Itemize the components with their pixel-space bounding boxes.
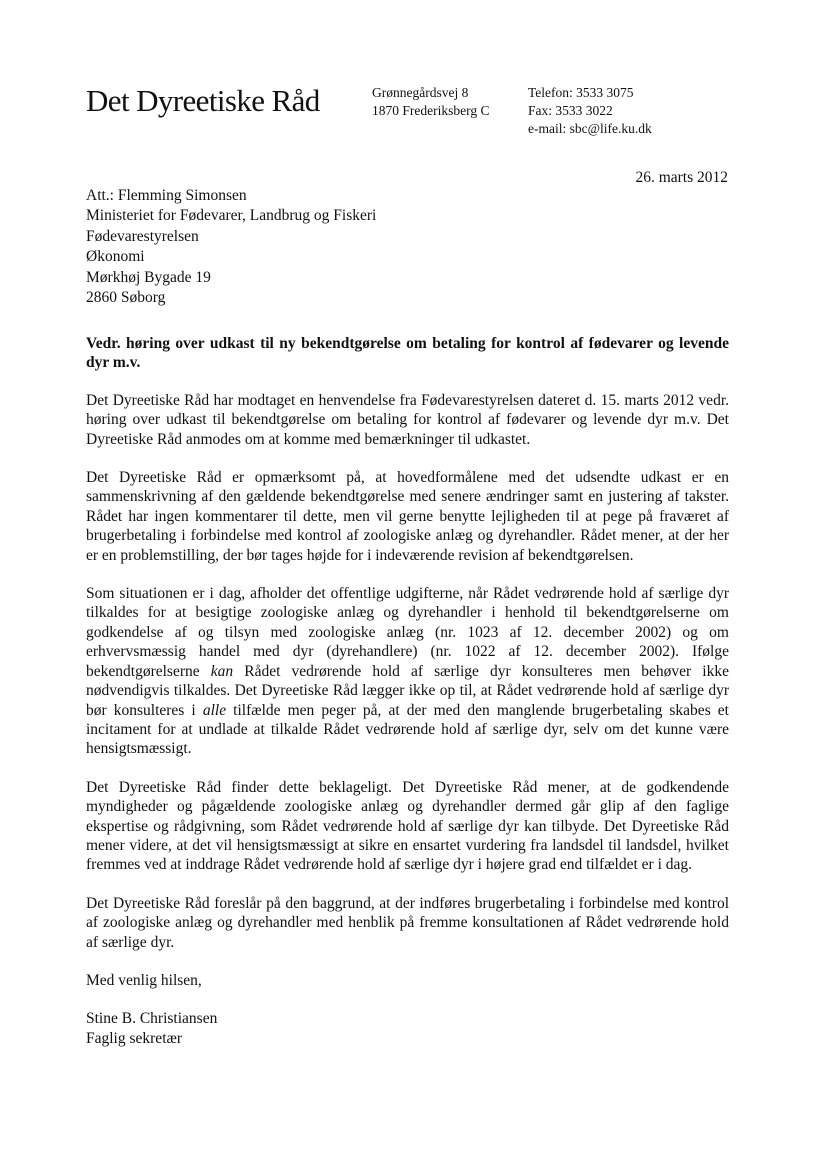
signature-name: Stine B. Christiansen [86, 1010, 218, 1028]
paragraph-3-part-a: Som situationen er i dag, afholder det offentlige udgifterne, når Rådet vedrørende hold af særlige dyr tilkaldes for at besigtige zoologiske anlæg og dyrehandler i henhold til bekendtgørelserne om godkendelse af og tilsyn med zoologiske anlæg (nr. 1023 af 12. december 2002) og om erhvervsmæssig handel med dyr (dyrehandlere) (nr. 1022 af 12. december 2002). Ifølge bekendtgørelserne [86, 585, 729, 680]
address-street: Grønnegårdsvej 8 [372, 85, 469, 100]
letter-closing: Med venlig hilsen, [86, 971, 202, 989]
recipient-ministry: Ministeriet for Fødevarer, Landbrug og Fiskeri [86, 207, 377, 225]
letter-date: 26. marts 2012 [635, 169, 728, 186]
paragraph-3-emphasis-alle: alle [202, 701, 227, 719]
contact-email: e-mail: sbc@life.ku.dk [528, 121, 652, 136]
recipient-address [86, 186, 376, 308]
paragraph-3 [86, 584, 729, 759]
letter-subject: Vedr. høring over udkast til ny bekendtgørelse om betaling for kontrol af fødevarer og levende dyr m.v. [86, 335, 729, 372]
letterhead-contact [528, 84, 652, 138]
letterhead-address [372, 84, 490, 120]
paragraph-5: Det Dyreetiske Råd foreslår på den baggrund, at der indføres brugerbetaling i forbindelse med kontrol af zoologiske anlæg og dyrehandler med henblik på fremme konsultationen af Rådet vedrørende hold af særlige dyr. [86, 894, 729, 951]
contact-phone: Telefon: 3533 3075 [528, 85, 634, 100]
contact-fax: Fax: 3533 3022 [528, 103, 613, 118]
paragraph-3-part-b: Rådet vedrørende hold af særlige dyr konsulteres men behøver ikke nødvendigvis tilkaldes. Det Dyreetiske Råd lægger ikke op til, at Rådet vedrørende hold af særlige dyr bør konsulteres i [86, 662, 729, 719]
paragraph-4: Det Dyreetiske Råd finder dette beklageligt. Det Dyreetiske Råd mener, at de godkendende myndigheder og pågældende zoologiske anlæg og dyrehandler dermed går glip af den faglige ekspertise og rådgivning, som Rådet vedrørende hold af særlige dyr kan tilbyde. Det Dyreetiske Råd mener videre, at det vil hensigtsmæssigt at sikre en ensartet vurdering fra landsdel til landsdel, hvilket fremmes ved at inddrage Rådet vedrørende hold af særlige dyr i højere grad end tilfældet er i dag. [86, 778, 729, 874]
recipient-city: 2860 Søborg [86, 289, 166, 307]
address-city: 1870 Frederiksberg C [372, 103, 490, 118]
recipient-street: Mørkhøj Bygade 19 [86, 268, 211, 286]
letter-body [86, 334, 729, 1048]
signature-block [86, 1009, 729, 1048]
recipient-att: Att.: Flemming Simonsen [86, 187, 247, 204]
signature-title: Faglig sekretær [86, 1029, 182, 1047]
recipient-department: Økonomi [86, 248, 145, 266]
paragraph-3-part-c: tilfælde men peger på, at der med den manglende brugerbetaling skabes et incitament for at undlade at tilkalde Rådet vedrørende hold af særlige dyr, selv om det kunne være hensigtsmæssigt. [86, 701, 729, 758]
paragraph-1: Det Dyreetiske Råd har modtaget en henvendelse fra Fødevarestyrelsen dateret d. 15. marts 2012 vedr. høring over udkast til bekendtgørelse om betaling for kontrol af fødevarer og levende dyr m.v. Det Dyreetiske Råd anmodes om at komme med bemærkninger til udkastet. [86, 391, 729, 448]
paragraph-2: Det Dyreetiske Råd er opmærksomt på, at hovedformålene med det udsendte udkast er en sammenskrivning af den gældende bekendtgørelse med senere ændringer samt en justering af takster. Rådet har ingen kommentarer til dette, men vil gerne benytte lejligheden til at pege på fraværet af brugerbetaling i forbindelse med kontrol af zoologiske anlæg og dyrehandler. Rådet mener, at der her er en problemstilling, der bør tages højde for i indeværende revision af bekendtgørelsen. [86, 469, 729, 564]
recipient-agency: Fødevarestyrelsen [86, 227, 199, 245]
paragraph-3-emphasis-kan: kan [210, 662, 234, 680]
letterhead-org-name: Det Dyreetiske Råd [86, 83, 320, 118]
